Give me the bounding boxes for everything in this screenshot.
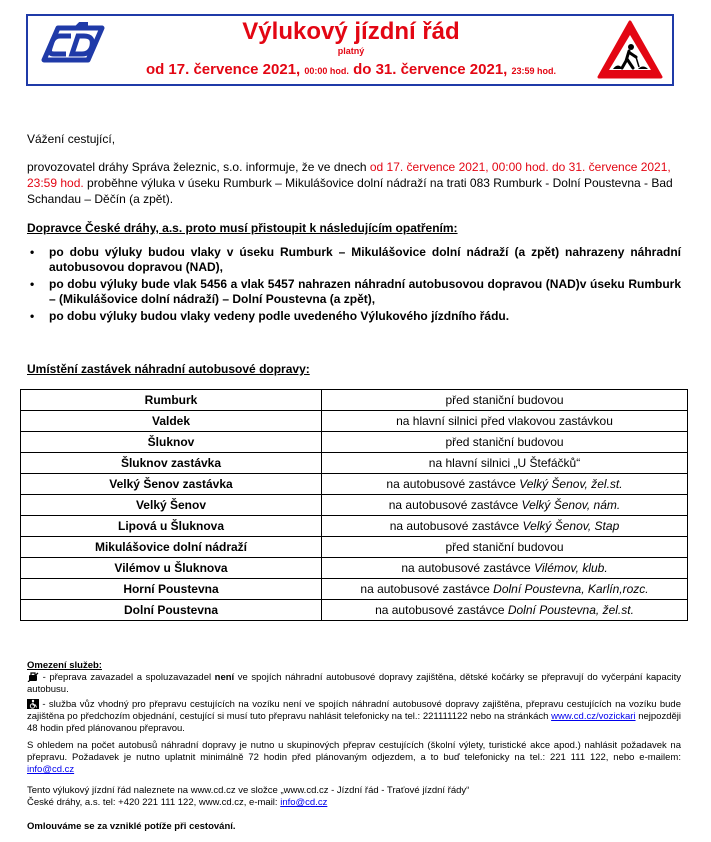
table-row: [21, 558, 688, 579]
valid-label: platný: [337, 46, 365, 56]
stop-name: Horní Poustevna: [21, 579, 322, 600]
list-item: [27, 309, 681, 324]
stop-name: Velký Šenov: [21, 495, 322, 516]
stops-heading: Umístění zastávek náhradní autobusové dopravy:: [27, 362, 310, 376]
stops-table: [20, 389, 688, 621]
contact-line: České dráhy, a.s. tel: +420 221 111 122, www.cd.cz, e-mail: info@cd.cz: [27, 797, 328, 808]
intro-text-after: proběhne výluka v úseku Rumburk – Mikulášovice dolní nádraží na trati 083 Rumburk - Dolní Poustevna - Bad Schandau – Děčín (a zpět).: [27, 176, 673, 206]
intro-text-before: provozovatel dráhy Správa železnic, s.o. informuje, že ve dnech: [27, 160, 370, 174]
roadworks-warning-icon: [596, 19, 664, 81]
date-to: do 31. července 2021,: [353, 61, 508, 78]
validity-dates: [118, 60, 584, 81]
stop-location: před staniční budovou: [322, 537, 688, 558]
timetable-line: Tento výlukový jízdní řád naleznete na www.cd.cz ve složce „www.cd.cz - Jízdní řád - Traťové jízdní řády“: [27, 785, 470, 796]
stop-name: Mikulášovice dolní nádraží: [21, 537, 322, 558]
stop-location: před staniční budovou: [322, 432, 688, 453]
stop-location: na autobusové zastávce Velký Šenov, Stap: [322, 516, 688, 537]
table-row: [21, 495, 688, 516]
restrictions-heading: Omezení služeb:: [27, 660, 102, 671]
measures-list: [27, 245, 681, 326]
list-item: [27, 277, 681, 307]
contact-email-link[interactable]: info@cd.cz: [280, 797, 328, 808]
restrictions-block: [27, 660, 681, 735]
stop-location: na autobusové zastávce Vilémov, klub.: [322, 558, 688, 579]
stop-location: na hlavní silnici „U Štefáčků“: [322, 453, 688, 474]
intro-paragraph: [27, 159, 681, 207]
header-banner: [26, 14, 674, 86]
stop-name: Rumburk: [21, 390, 322, 411]
contact-block: [27, 785, 681, 809]
greeting: Vážení cestující,: [27, 132, 116, 146]
bullet-icon: •: [30, 277, 35, 291]
measure-text: po dobu výluky budou vlaky vedeny podle uvedeného Výlukového jízdního řádu.: [49, 309, 510, 323]
wheelchair-link[interactable]: www.cd.cz/vozickari: [551, 711, 636, 722]
list-item: [27, 245, 681, 275]
stop-location: na autobusové zastávce Dolní Poustevna, žel.st.: [322, 600, 688, 621]
time-from: 00:00 hod.: [304, 66, 349, 76]
stop-location: na autobusové zastávce Velký Šenov, žel.st.: [322, 474, 688, 495]
cd-logo: [38, 22, 108, 70]
date-from: od 17. července 2021,: [145, 61, 301, 78]
stop-name: Dolní Poustevna: [21, 600, 322, 621]
measure-text: po dobu výluky bude vlak 5456 a vlak 5457 nahrazen náhradní autobusovou dopravou (NAD)v úseku Rumburk – (Mikulášovice dolní nádraží) – Dolní Poustevna (a zpět),: [49, 277, 681, 306]
intro-dates: od 17. července 2021, 00:00 hod. do 31. července 2021, 23:59 hod.: [27, 160, 671, 190]
groups-note: S ohledem na počet autobusů náhradní dopravy je nutno u skupinových přeprav cestujících (školní výlety, turistické akce apod.) nahlásit požadavek na přepravu. Požadavek je nutno uplatnit minimálně 72 hodin před plánovaným odjezdem, a to buď telefonicky na tel.: 221 111 122, nebo e-mailem: info@cd.cz: [27, 740, 681, 775]
measures-heading: Dopravce České dráhy, a.s. proto musí přistoupit k následujícím opatřením:: [27, 221, 458, 235]
table-row: [21, 432, 688, 453]
table-row: [21, 453, 688, 474]
time-to: 23:59 hod.: [511, 66, 557, 76]
stop-location: na autobusové zastávce Dolní Poustevna, Karlín,rozc.: [322, 579, 688, 600]
stop-location: na autobusové zastávce Velký Šenov, nám.: [322, 495, 688, 516]
stop-name: Velký Šenov zastávka: [21, 474, 322, 495]
stop-name: Lipová u Šluknova: [21, 516, 322, 537]
header-title-block: [118, 18, 584, 81]
stops-table-body: [21, 390, 688, 621]
table-row: [21, 579, 688, 600]
groups-email-link[interactable]: info@cd.cz: [27, 764, 75, 775]
table-row: [21, 390, 688, 411]
page-title: Výlukový jízdní řád: [242, 18, 460, 45]
measure-text: po dobu výluky budou vlaky v úseku Rumburk – Mikulášovice dolní nádraží (a zpět) nahrazeny náhradní autobusovou dopravou (NAD),: [49, 245, 681, 274]
table-row: [21, 537, 688, 558]
stop-location: před staniční budovou: [322, 390, 688, 411]
table-row: [21, 516, 688, 537]
table-row: [21, 474, 688, 495]
table-row: [21, 411, 688, 432]
stop-name: Vilémov u Šluknova: [21, 558, 322, 579]
apology: Omlouváme se za vzniklé potíže při cestování.: [27, 821, 236, 832]
luggage-note: - přeprava zavazadel a spoluzavazadel není ve spojích náhradní autobusové dopravy zajištěna, dětské kočárky se přepravují do vyčerpání kapacity autobusu.: [27, 672, 681, 695]
stop-location: na hlavní silnici před vlakovou zastávkou: [322, 411, 688, 432]
table-row: [21, 600, 688, 621]
bullet-icon: •: [30, 309, 35, 323]
stop-name: Šluknov zastávka: [21, 453, 322, 474]
stop-name: Valdek: [21, 411, 322, 432]
stop-name: Šluknov: [21, 432, 322, 453]
wheelchair-icon: [27, 699, 39, 709]
luggage-icon: [27, 672, 39, 682]
bullet-icon: •: [30, 245, 35, 259]
wheelchair-note: - služba vůz vhodný pro přepravu cestujících na vozíku není ve spojích náhradní autobusové dopravy zajištěna, přepravu cestujících na vozíku bude zajištěna po předchozím objednání, cestující si musí tuto přepravu nahlásit telefonicky na tel.: 221111122 nebo na stránkách www.cd.cz/vozickari nejpozději 48 hodin před plánovanou přepravou.: [27, 699, 682, 734]
